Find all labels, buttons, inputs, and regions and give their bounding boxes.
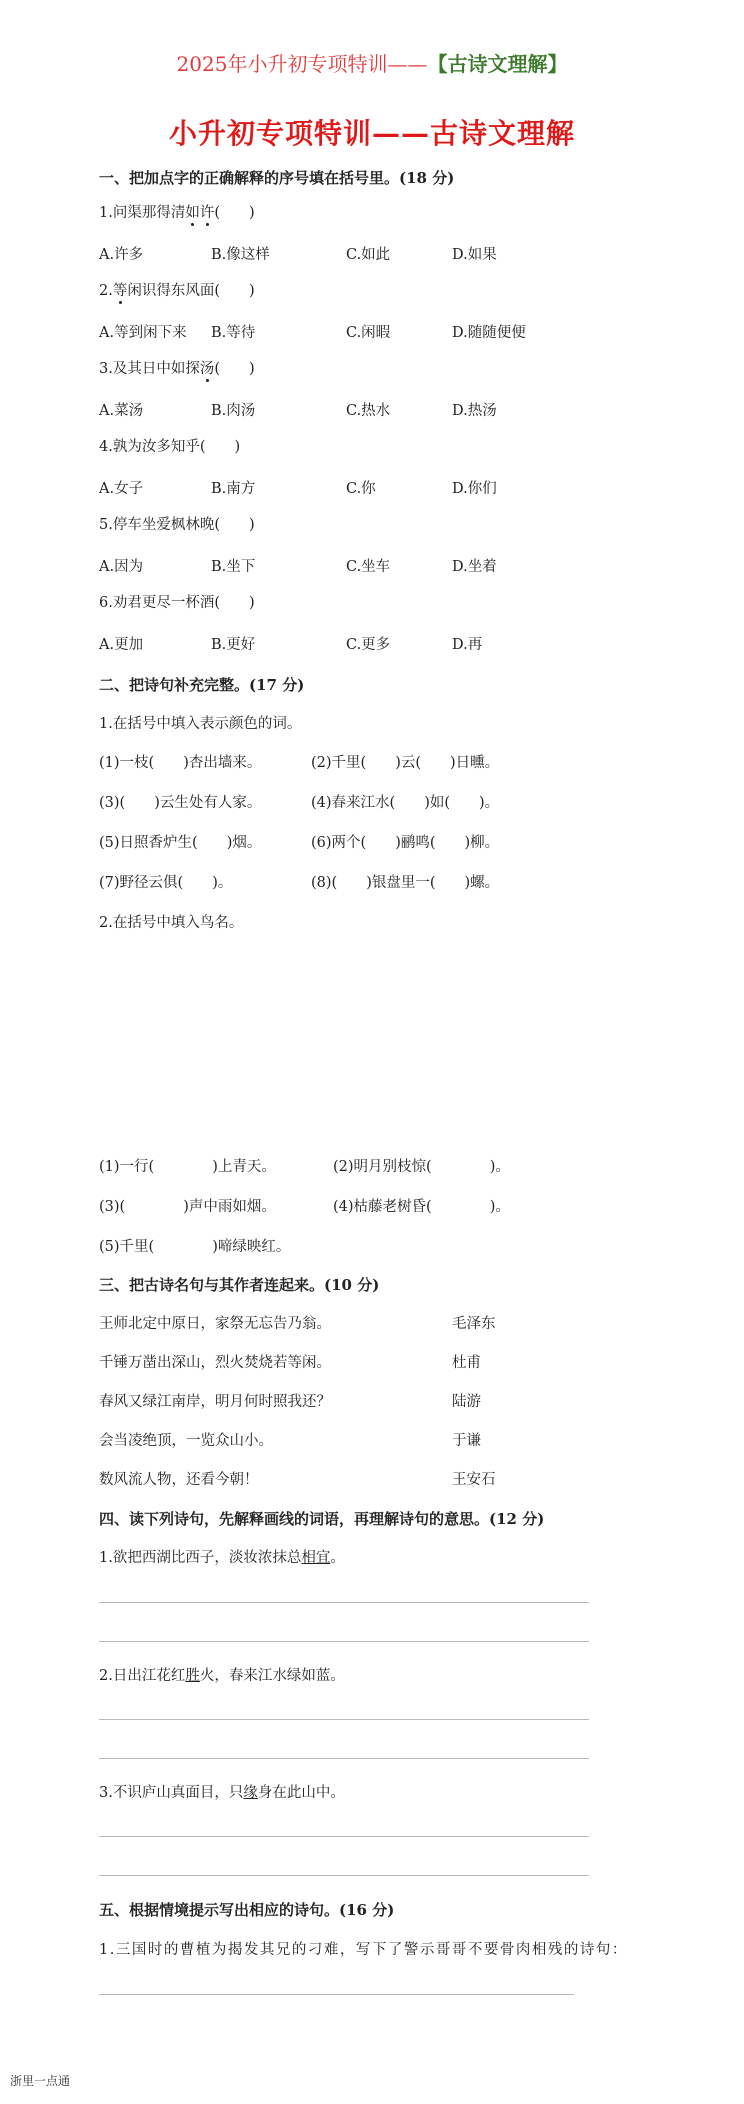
header-title [0, 48, 744, 77]
s1-question-1 [99, 203, 255, 223]
option-b: B.像这样 [211, 247, 270, 263]
option-c: C.闲暇 [346, 325, 391, 341]
poem-line-3: 春风又绿江南岸，明月何时照我还？ [99, 1394, 331, 1410]
s1-question-4: 4.孰为汝多知乎( ) [99, 439, 241, 455]
answer-line[interactable] [99, 1602, 589, 1603]
author-3: 陆游 [452, 1394, 481, 1410]
section-1-heading: 一、把加点字的正确解释的序号填在括号里。(18 分) [99, 169, 455, 187]
answer-line[interactable] [99, 1836, 589, 1837]
option-d: D.再 [452, 637, 483, 653]
s5-question-1: 1.三国时的曹植为揭发其兄的刁难，写下了警示哥哥不要骨肉相残的诗句： [99, 1942, 628, 1958]
answer-line[interactable] [99, 1875, 589, 1876]
option-b: B.肉汤 [211, 403, 256, 419]
option-d: D.热汤 [452, 403, 497, 419]
header-title-accent: 【古诗文理解】 [427, 52, 568, 76]
option-b: B.坐下 [211, 559, 256, 575]
color-item-8: (8)( )银盘里一( )螺。 [311, 875, 500, 891]
color-item-6: (6)两个( )鹂鸣( )柳。 [311, 835, 500, 851]
bird-item-3: (3)( )声中雨如烟。 [99, 1199, 276, 1215]
option-d: D.坐着 [452, 559, 497, 575]
author-4: 于谦 [452, 1433, 481, 1449]
s2-sub-2: 2.在括号中填入鸟名。 [99, 915, 244, 931]
s4-question-3 [99, 1783, 345, 1803]
option-c: C.坐车 [346, 559, 391, 575]
answer-line[interactable] [99, 1994, 574, 1995]
option-c: C.如此 [346, 247, 391, 263]
s4-q1-underlined: 相宜 [301, 1550, 331, 1566]
section-4-heading: 四、读下列诗句，先解释画线的词语，再理解诗句的意思。(12 分) [99, 1510, 545, 1528]
section-2-heading: 二、把诗句补充完整。(17 分) [99, 676, 305, 694]
option-a: A.女子 [99, 481, 144, 497]
s4-q3-after: 身在此山中。 [257, 1785, 345, 1801]
color-item-2: (2)千里( )云( )日曛。 [311, 755, 500, 771]
color-item-4: (4)春来江水( )如( )。 [311, 795, 500, 811]
s1-question-6: 6.劝君更尽一杯酒( ) [99, 595, 255, 611]
answer-line[interactable] [99, 1641, 589, 1642]
s4-q3-before: 3.不识庐山真面目，只 [99, 1785, 244, 1801]
option-c: C.热水 [346, 403, 391, 419]
option-b: B.更好 [211, 637, 256, 653]
q1-dotted-char-2: 许 [199, 205, 215, 221]
bird-item-1: (1)一行( )上青天。 [99, 1159, 276, 1175]
s4-q2-after: 火，春来江水绿如蓝。 [199, 1668, 345, 1684]
option-a: A.菜汤 [99, 403, 144, 419]
author-5: 王安石 [452, 1472, 496, 1488]
q2-dotted-char: 等 [112, 283, 128, 299]
poem-line-2: 千锤万凿出深山，烈火焚烧若等闲。 [99, 1355, 331, 1371]
poem-line-4: 会当凌绝顶，一览众山小。 [99, 1433, 273, 1449]
option-c: C.你 [346, 481, 376, 497]
q2-text-before: 2. [99, 283, 113, 299]
q2-text-after: 闲识得东风面( ) [127, 283, 255, 299]
option-d: D.随随便便 [452, 325, 526, 341]
q1-text-before: 1.问渠那得清 [99, 205, 186, 221]
s4-q2-before: 2.日出江花红 [99, 1668, 186, 1684]
s4-q1-before: 1.欲把西湖比西子，淡妆浓抹总 [99, 1550, 302, 1566]
footer-brand: 浙里一点通 [10, 2074, 71, 2088]
option-c: C.更多 [346, 637, 391, 653]
color-item-7: (7)野径云俱( )。 [99, 875, 233, 891]
answer-line[interactable] [99, 1758, 589, 1759]
header-title-prefix: 2025年小升初专项特训—— [176, 52, 428, 76]
option-a: A.因为 [99, 559, 144, 575]
document-title: 小升初专项特训——古诗文理解 [168, 117, 575, 150]
option-a: A.更加 [99, 637, 144, 653]
s1-question-2 [99, 281, 255, 301]
s2-sub-1: 1.在括号中填入表示颜色的词。 [99, 716, 302, 732]
s4-q1-after: 。 [330, 1550, 345, 1566]
bird-item-2: (2)明月别枝惊( )。 [333, 1159, 510, 1175]
option-a: A.许多 [99, 247, 144, 263]
author-2: 杜甫 [452, 1355, 481, 1371]
s1-question-3 [99, 359, 255, 379]
q3-dotted-char: 汤 [199, 361, 215, 377]
q3-text-after: ( ) [214, 361, 255, 377]
q3-text-before: 3.及其日中如探 [99, 361, 200, 377]
option-d: D.你们 [452, 481, 497, 497]
answer-line[interactable] [99, 1719, 589, 1720]
option-d: D.如果 [452, 247, 497, 263]
option-a: A.等到闲下来 [99, 325, 187, 341]
s1-question-5: 5.停车坐爱枫林晚( ) [99, 517, 255, 533]
option-b: B.等待 [211, 325, 256, 341]
color-item-3: (3)( )云生处有人家。 [99, 795, 262, 811]
q1-text-after: ( ) [214, 205, 255, 221]
bird-item-4: (4)枯藤老树昏( )。 [333, 1199, 510, 1215]
color-item-1: (1)一枝( )杏出墙来。 [99, 755, 262, 771]
section-5-heading: 五、根据情境提示写出相应的诗句。(16 分) [99, 1901, 395, 1919]
s4-q3-underlined: 缘 [243, 1785, 258, 1801]
color-item-5: (5)日照香炉生( )烟。 [99, 835, 262, 851]
s4-question-2 [99, 1666, 345, 1686]
s4-question-1 [99, 1548, 345, 1568]
section-3-heading: 三、把古诗名句与其作者连起来。(10 分) [99, 1276, 380, 1294]
author-1: 毛泽东 [452, 1316, 496, 1332]
bird-item-5: (5)千里( )啼绿映红。 [99, 1239, 291, 1255]
q1-dotted-char-1: 如 [185, 205, 200, 221]
s4-q2-underlined: 胜 [185, 1668, 200, 1684]
option-b: B.南方 [211, 481, 256, 497]
poem-line-1: 王师北定中原日，家祭无忘告乃翁。 [99, 1316, 331, 1332]
poem-line-5: 数风流人物，还看今朝！ [99, 1472, 259, 1488]
